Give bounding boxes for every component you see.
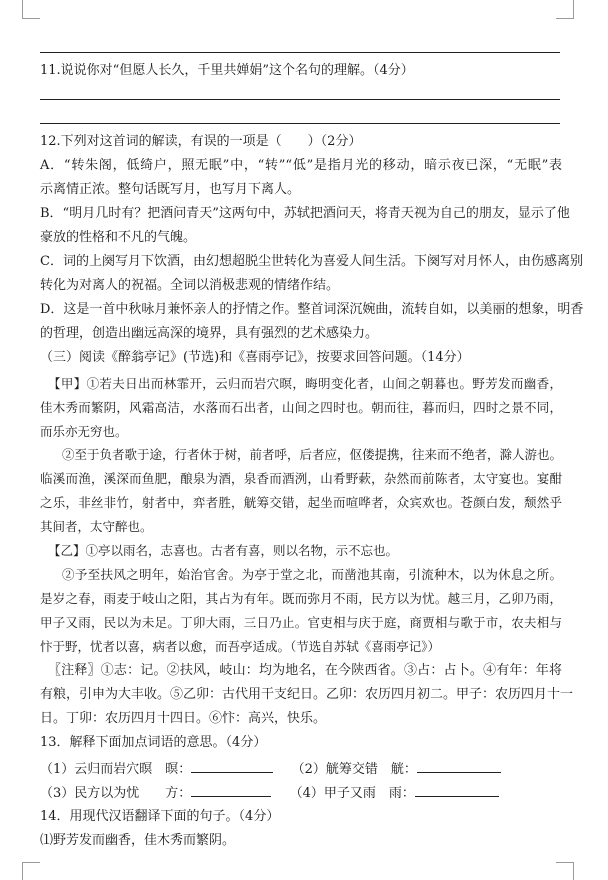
question-13-row-2 bbox=[40, 784, 562, 803]
q13-blank-4[interactable] bbox=[415, 784, 499, 797]
passage-yi-line: 忭于野，忧者以喜，病者以愈，而吾亭适成。（节选自苏轼《喜雨亭记》） bbox=[40, 639, 441, 654]
option-b-line-2: 豪放的性格和不凡的气魄。 bbox=[40, 230, 197, 245]
notes-line: 日。丁卯：农历四月十四日。⑥忭：高兴，快乐。 bbox=[40, 711, 327, 726]
q13-item-2: （2）觥筹交错 觥： bbox=[291, 762, 417, 777]
crop-mark-top-right-h bbox=[556, 18, 574, 19]
option-c-line-1: C．词的上阕写月下饮酒，由幻想超脱尘世转化为喜爱人间生活。下阕写对月怀人，由伤感离别 bbox=[40, 254, 583, 269]
passage-jia-line: 佳木秀而繁阴，风霜高洁，水落而石出者，山间之四时也。朝而往，暮而归，四时之景不同， bbox=[40, 400, 562, 415]
question-13-stem: 13．解释下面加点词语的意思。（4分） bbox=[40, 735, 267, 750]
q13-blank-3[interactable] bbox=[191, 784, 271, 797]
notes-line: 有粮，引申为大丰收。⑤乙卯：古代用干支纪日。乙卯：农历四月初二。甲子：农历四月十一 bbox=[40, 687, 574, 702]
crop-mark-bottom-left bbox=[22, 862, 23, 880]
question-14-stem: 14．用现代汉语翻译下面的句子。（4分） bbox=[40, 809, 280, 824]
q13-blank-1[interactable] bbox=[191, 760, 273, 773]
section-3-heading: （三）阅读《醉翁亭记》(节选)和《喜雨亭记》，按要求回答问题。（14分） bbox=[40, 350, 470, 365]
passage-yi-line: 【乙】①亭以雨名，志喜也。古者有喜，则以名物，示不忘也。 bbox=[48, 543, 399, 558]
answer-line bbox=[40, 52, 560, 53]
crop-mark-top-right bbox=[573, 0, 574, 18]
q13-item-3: （3）民方以为忧 方： bbox=[40, 786, 192, 801]
option-d-line-2: 的哲理，创造出幽远高深的境界，具有强烈的艺术感染力。 bbox=[40, 326, 379, 341]
q13-item-1: （1）云归而岩穴暝 暝： bbox=[40, 762, 192, 777]
answer-line bbox=[40, 99, 560, 100]
passage-jia-line: ②至于负者歌于途，行者休于树，前者呼，后者应，伛偻提携，往来而不绝者，滁人游也。 bbox=[62, 447, 563, 462]
crop-mark-top-left bbox=[22, 0, 23, 18]
question-11: 11.说说你对“但愿人长久，千里共婵娟”这个名句的理解。（4分） bbox=[40, 63, 414, 78]
answer-line bbox=[40, 123, 560, 124]
passage-yi-line: 是岁之春，雨麦于岐山之阳，其占为有年。既而弥月不雨，民方以为忧。越三月，乙卯乃雨， bbox=[40, 591, 562, 606]
passage-jia-line: 之乐，非丝非竹，射者中，弈者胜，觥筹交错，起坐而喧哗者，众宾欢也。苍颜白发，颓然乎 bbox=[40, 495, 562, 510]
option-b-line-1: B．“明月几时有？把酒问青天”这两句中，苏轼把酒问天，将青天视为自己的朋友，显示了他 bbox=[40, 206, 570, 221]
crop-mark-top-left-h bbox=[22, 18, 40, 19]
notes-line: 〖注释〗①志：记。②扶风，岐山：均为地名，在今陕西省。③占：占卜。④有年：年将 bbox=[48, 663, 562, 678]
q13-item-4: （4）甲子又雨 雨： bbox=[289, 786, 415, 801]
passage-yi-line: ②予至扶风之明年，始治官舍。为亭于堂之北，而凿池其南，引流种木，以为休息之所。 bbox=[62, 567, 562, 582]
passage-yi-line: 甲子又雨，民以为未足。丁卯大雨，三日乃止。官吏相与庆于庭，商贾相与歌于市，农夫相与 bbox=[40, 615, 562, 630]
option-a-line-2: 示离情正浓。整句话既写月，也写月下离人。 bbox=[40, 182, 301, 197]
passage-jia-line: 而乐亦无穷也。 bbox=[40, 424, 128, 439]
question-13-row-1 bbox=[40, 760, 562, 779]
option-d-line-1: D．这是一首中秋咏月兼怀亲人的抒情之作。整首词深沉婉曲，流转自如，以美丽的想象，明香 bbox=[40, 302, 584, 317]
question-12-stem: 12.下列对这首词的解读，有误的一项是（ ）（2分） bbox=[40, 134, 362, 149]
passage-jia-line: 其间者，太守醉也。 bbox=[40, 519, 153, 534]
crop-mark-bottom-right-h bbox=[556, 862, 574, 863]
crop-mark-bottom-left-h bbox=[22, 862, 40, 863]
crop-mark-bottom-right bbox=[573, 862, 574, 880]
option-c-line-2: 转化为对离人的祝福。全词以消极悲观的情绪作结。 bbox=[40, 278, 340, 293]
passage-jia-line: 临溪而渔，溪深而鱼肥，酿泉为酒，泉香而酒洌，山肴野蔌，杂然而前陈者，太守宴也。宴酣 bbox=[40, 471, 562, 486]
option-a-line-1: A．“转朱阁，低绮户，照无眠”中，“转”“低”是指月光的移动，暗示夜已深，“无眠”表 bbox=[40, 158, 562, 173]
passage-jia-line: 【甲】①若夫日出而林霏开，云归而岩穴暝，晦明变化者，山间之朝暮也。野芳发而幽香， bbox=[48, 376, 562, 391]
q13-blank-2[interactable] bbox=[417, 760, 501, 773]
question-14-item-1: ⑴野芳发而幽香，佳木秀而繁阴。 bbox=[40, 833, 236, 848]
